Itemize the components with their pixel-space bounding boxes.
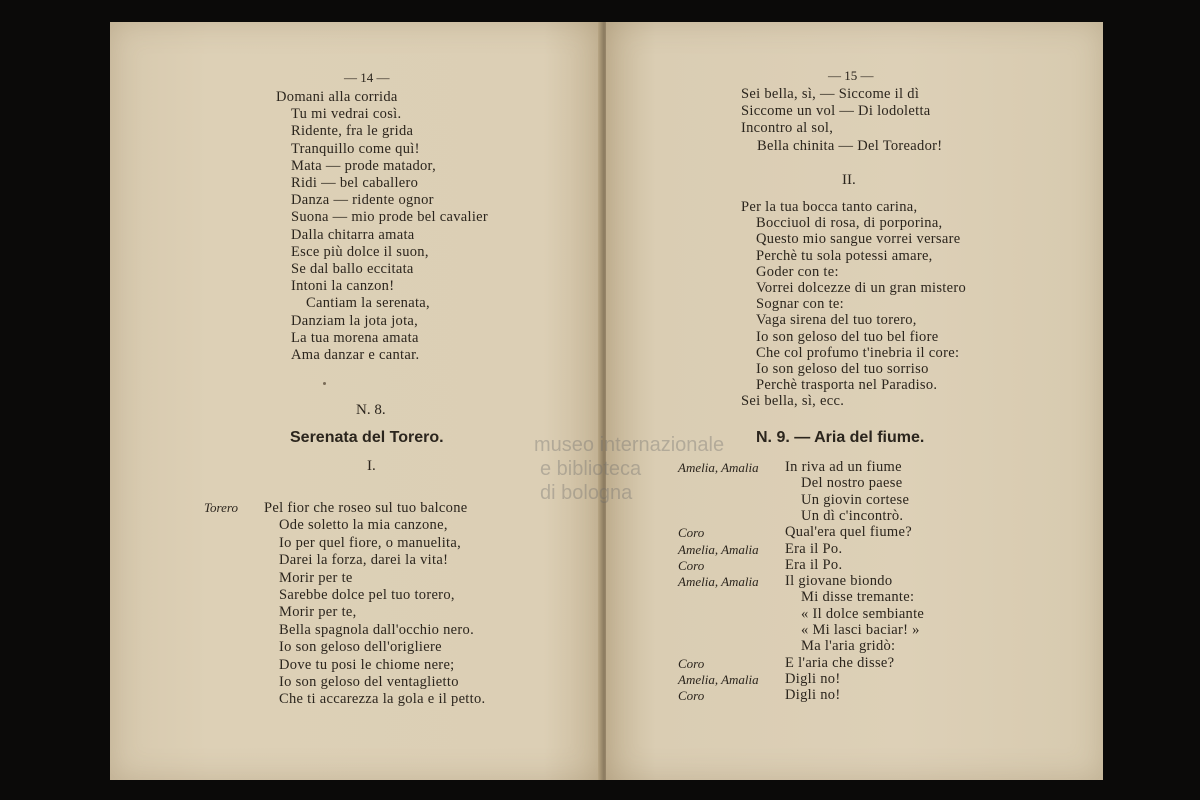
stanza-number: II. <box>842 172 856 188</box>
verse-line: Perchè tu sola potessi amare, <box>756 247 933 264</box>
dialogue-line: Qual'era quel fiume? <box>785 524 912 541</box>
verse-line: Se dal ballo eccitata <box>291 261 414 277</box>
verse-line: Ode soletto la mia canzone, <box>279 517 448 534</box>
verse-line: Ridente, fra le grida <box>291 123 414 140</box>
dialogue-line: Il giovane biondo <box>785 573 893 590</box>
verse-line: Darei la forza, darei la vita! <box>279 552 449 569</box>
speaker-label: Amelia, Amalia <box>678 460 759 475</box>
verse-line: Mata — prode matador, <box>291 157 437 174</box>
watermark-text: museo internazionale <box>534 434 725 456</box>
verse-line: Dalla chitarra amata <box>291 226 415 243</box>
verse-line: Danza — ridente ognor <box>291 192 434 209</box>
verse-line: Che ti accarezza la gola e il petto. <box>279 691 486 708</box>
stanza-number: I. <box>367 458 376 474</box>
verse-line: Sognar con te: <box>756 296 844 313</box>
verse-line: Siccome un vol — Di lodoletta <box>741 103 931 120</box>
section-number: N. 8. <box>356 402 386 418</box>
dialogue-line: « Mi lasci baciar! » <box>801 622 920 638</box>
verse-line: Morir per te <box>279 569 353 586</box>
verse-line: Io son geloso del tuo bel fiore <box>756 328 939 345</box>
verse-line: Ridi — bel caballero <box>291 175 419 191</box>
verse-line: Danziam la jota jota, <box>291 312 419 329</box>
dialogue-line: Era il Po. <box>785 540 843 557</box>
verse-line: Tranquillo come quì! <box>291 140 420 157</box>
section-title: Serenata del Torero. <box>290 429 444 446</box>
verse-line: La tua morena amata <box>291 329 419 346</box>
verse-line: Che col profumo t'inebria il core: <box>756 344 960 361</box>
speaker-label: Amelia, Amalia <box>678 541 759 557</box>
verse-line: Vorrei dolcezze di un gran mistero <box>756 280 967 296</box>
verse-line: Intoni la canzon! <box>291 278 395 295</box>
watermark-text: e biblioteca <box>540 458 642 480</box>
verse-line: Vaga sirena del tuo torero, <box>756 312 917 329</box>
speaker-label: Coro <box>678 655 705 671</box>
page-number: — 15 — <box>828 68 874 83</box>
speaker-label: Coro <box>678 688 705 704</box>
dialogue-line: In riva ad un fiume <box>785 459 902 475</box>
verse-line: Bella spagnola dall'occhio nero. <box>279 621 475 638</box>
speaker-label: Coro <box>678 525 705 541</box>
verse-line: Pel fior che roseo sul tuo balcone <box>264 500 468 516</box>
verse-line: Domani alla corrida <box>276 89 398 105</box>
dialogue-line: Ma l'aria gridò: <box>801 638 896 655</box>
dialogue-line: Un dì c'incontrò. <box>801 507 904 524</box>
verse-line: Questo mio sangue vorrei versare <box>756 231 961 248</box>
verse-line: Morir per te, <box>279 604 357 621</box>
verse-line: Sarebbe dolce pel tuo torero, <box>279 587 455 603</box>
verse-line: Goder con te: <box>756 263 839 280</box>
verse-line: Cantiam la serenata, <box>306 295 430 312</box>
verse-line: Dove tu posi le chiome nere; <box>279 656 455 673</box>
dialogue-line: « Il dolce sembiante <box>801 605 925 622</box>
verse-line: Perchè trasporta nel Paradiso. <box>756 377 938 394</box>
left-page <box>110 22 603 780</box>
dialogue-line: Un giovin cortese <box>801 491 910 508</box>
verse-line: Ama danzar e cantar. <box>291 347 420 363</box>
watermark-text: di bologna <box>540 482 633 504</box>
dialogue-line: Digli no! <box>785 687 841 704</box>
section-title: N. 9. — Aria del fiume. <box>756 429 925 446</box>
right-page <box>606 22 1103 780</box>
page-number: — 14 — <box>344 70 390 85</box>
verse-line: Per la tua bocca tanto carina, <box>741 199 918 215</box>
speaker-label: Torero <box>204 500 238 515</box>
verse-line: Bocciuol di rosa, di porporina, <box>756 215 943 232</box>
ink-dot <box>323 382 326 385</box>
dialogue-line: Digli no! <box>785 670 841 687</box>
speaker-label: Amelia, Amalia <box>678 671 759 687</box>
verse-line: Sei bella, sì, ecc. <box>741 393 845 410</box>
speaker-label: Coro <box>678 557 705 573</box>
verse-line: Sei bella, sì, — Siccome il dì <box>741 86 920 102</box>
dialogue-line: Del nostro paese <box>801 475 903 492</box>
verse-line: Io son geloso del tuo sorriso <box>756 361 929 377</box>
verse-line: Io per quel fiore, o manuelita, <box>279 534 462 551</box>
verse-line: Tu mi vedrai così. <box>291 106 402 123</box>
dialogue-line: E l'aria che disse? <box>785 654 895 671</box>
verse-line: Io son geloso dell'origliere <box>279 639 442 656</box>
verse-line: Incontro al sol, <box>741 120 834 137</box>
dialogue-line: Mi disse tremante: <box>801 589 915 606</box>
dialogue-line: Era il Po. <box>785 556 843 573</box>
verse-line: Bella chinita — Del Toreador! <box>757 137 943 154</box>
speaker-label: Amelia, Amalia <box>678 574 759 590</box>
verse-line: Io son geloso del ventaglietto <box>279 674 459 690</box>
verse-line: Suona — mio prode bel cavalier <box>291 209 489 226</box>
verse-line: Esce più dolce il suon, <box>291 243 429 260</box>
